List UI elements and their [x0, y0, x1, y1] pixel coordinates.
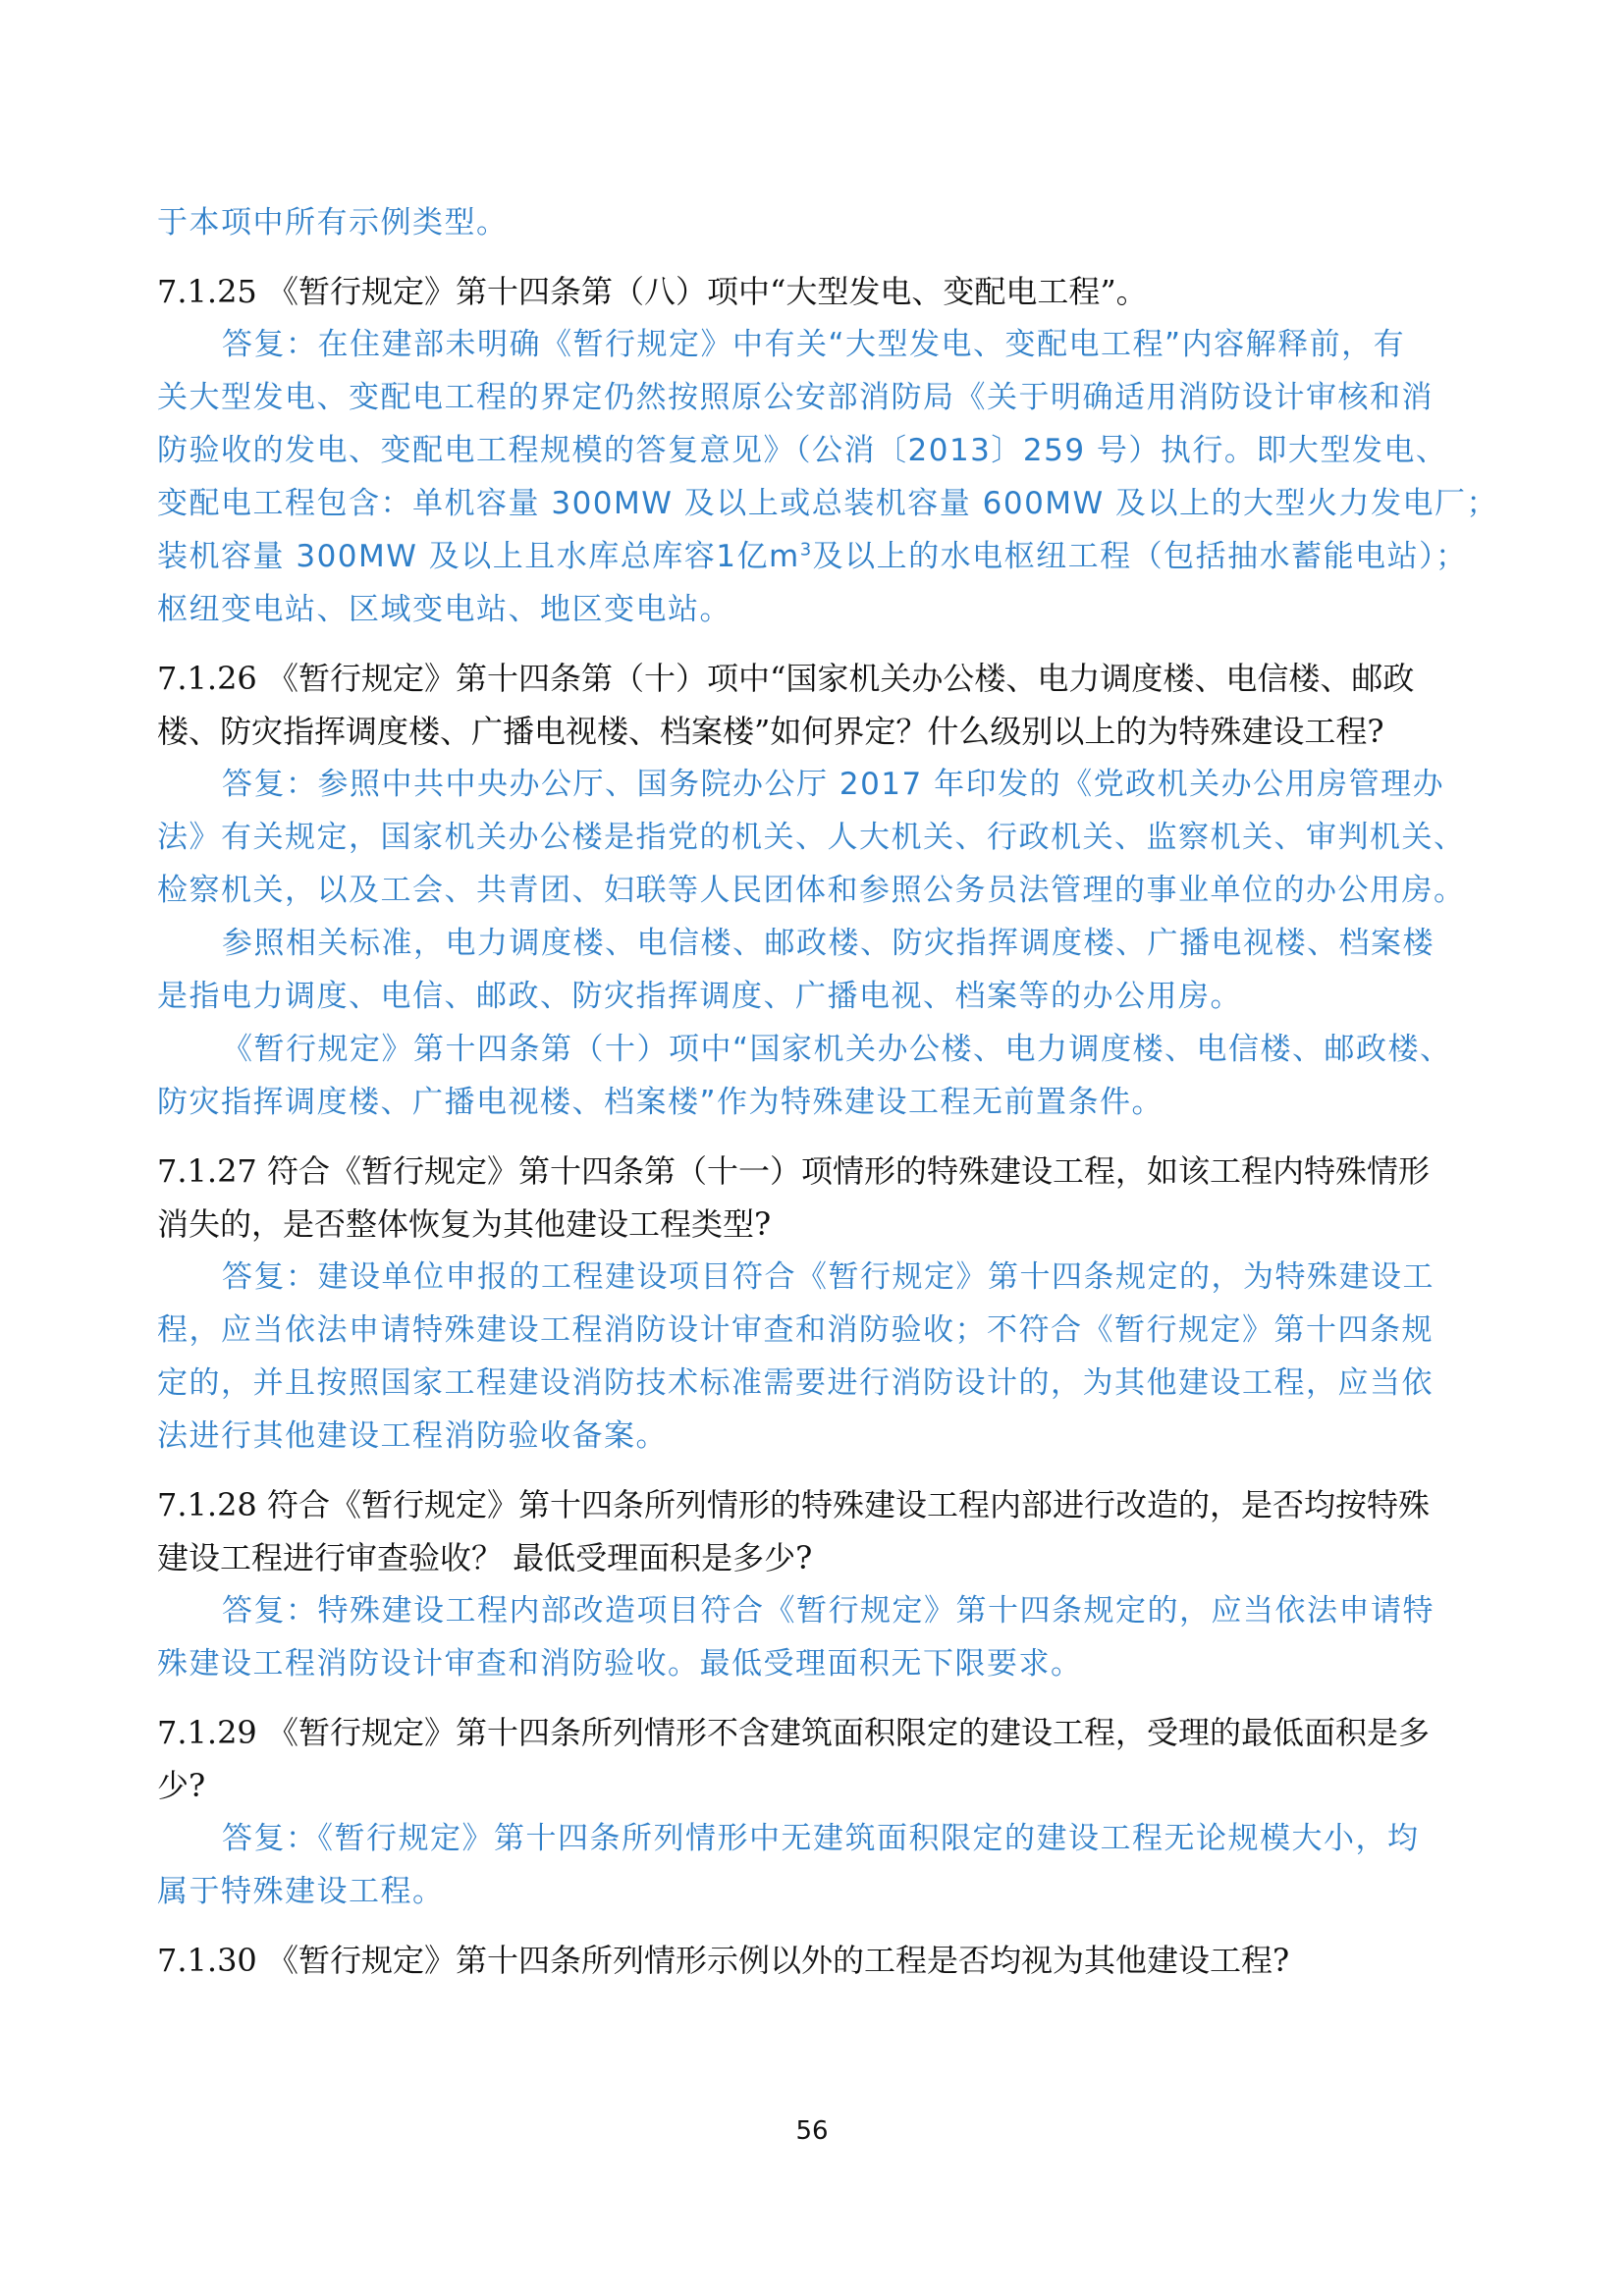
question-7-1-27: 7.1.27 符合《暂行规定》第十四条第（十一）项情形的特殊建设工程，如该工程内特殊情形: [157, 1152, 1430, 1190]
answer-line: 答复：《暂行规定》第十四条所列情形中无建筑面积限定的建设工程无论规模大小，均: [222, 1821, 1420, 1856]
answer-line: 参照相关标准，电力调度楼、电信楼、邮政楼、防灾指挥调度楼、广播电视楼、档案楼: [222, 926, 1435, 961]
question-7-1-26: 7.1.26 《暂行规定》第十四条第（十）项中“国家机关办公楼、电力调度楼、电信楼、邮政: [157, 660, 1415, 697]
answer-line: 关大型发电、变配电工程的界定仍然按照原公安部消防局《关于明确适用消防设计审核和消: [157, 380, 1434, 415]
answer-line: 属于特殊建设工程。: [157, 1874, 445, 1909]
question-7-1-25: 7.1.25 《暂行规定》第十四条第（八）项中“大型发电、变配电工程”。: [157, 273, 1148, 310]
answer-line: 定的，并且按照国家工程建设消防技术标准需要进行消防设计的，为其他建设工程，应当依: [157, 1365, 1434, 1401]
answer-line: 法》有关规定，国家机关办公楼是指党的机关、人大机关、行政机关、监察机关、审判机关、: [157, 820, 1466, 855]
question-7-1-29: 7.1.29 《暂行规定》第十四条所列情形不含建筑面积限定的建设工程，受理的最低面积是多: [157, 1714, 1430, 1751]
answer-line: 枢纽变电站、区域变电站、地区变电站。: [157, 592, 731, 627]
answer-line: [157, 530, 1483, 583]
answer-line: 于本项中所有示例类型。: [157, 205, 509, 240]
question-7-1-28: 7.1.28 符合《暂行规定》第十四条所列情形的特殊建设工程内部进行改造的，是否均按特殊: [157, 1486, 1430, 1523]
question-line: 楼、防灾指挥调度楼、广播电视楼、档案楼”如何界定？什么级别以上的为特殊建设工程?: [157, 713, 1384, 750]
answer-line: 殊建设工程消防设计审查和消防验收。最低受理面积无下限要求。: [157, 1646, 1083, 1682]
superscript: 3: [799, 539, 813, 561]
question-line: 少?: [157, 1767, 206, 1804]
question-7-1-30: 7.1.30 《暂行规定》第十四条所列情形示例以外的工程是否均视为其他建设工程?: [157, 1942, 1290, 1979]
answer-line: 《暂行规定》第十四条第（十）项中“国家机关办公楼、电力调度楼、电信楼、邮政楼、: [222, 1032, 1452, 1067]
answer-line: 是指电力调度、电信、邮政、防灾指挥调度、广播电视、档案等的办公用房。: [157, 979, 1242, 1014]
page-number: 56: [795, 2116, 829, 2146]
answer-line: 答复：在住建部未明确《暂行规定》中有关“大型发电、变配电工程”内容解释前，有: [222, 327, 1406, 362]
answer-text: 及以上的水电枢纽工程（包括抽水蓄能电站）；: [812, 539, 1468, 574]
answer-text: 装机容量 300MW 及以上且水库总库容1亿m: [157, 539, 800, 574]
answer-line: 防灾指挥调度楼、广播电视楼、档案楼”作为特殊建设工程无前置条件。: [157, 1085, 1164, 1120]
answer-line: 答复：建设单位申报的工程建设项目符合《暂行规定》第十四条规定的，为特殊建设工: [222, 1259, 1435, 1295]
answer-line: 检察机关，以及工会、共青团、妇联等人民团体和参照公务员法管理的事业单位的办公用房。: [157, 873, 1466, 908]
answer-line: 法进行其他建设工程消防验收备案。: [157, 1418, 668, 1454]
answer-line: 程，应当依法申请特殊建设工程消防设计审查和消防验收；不符合《暂行规定》第十四条规: [157, 1312, 1434, 1348]
question-line: 建设工程进行审查验收？ 最低受理面积是多少?: [157, 1539, 813, 1576]
question-line: 消失的，是否整体恢复为其他建设工程类型?: [157, 1205, 772, 1243]
answer-line: 答复：参照中共中央办公厅、国务院办公厅 2017 年印发的《党政机关办公用房管理办: [222, 767, 1445, 802]
answer-line: 变配电工程包含：单机容量 300MW 及以上或总装机容量 600MW 及以上的大型火力发电厂；: [157, 486, 1499, 521]
answer-line: 答复：特殊建设工程内部改造项目符合《暂行规定》第十四条规定的，应当依法申请特: [222, 1593, 1435, 1629]
document-body: [157, 196, 1499, 1987]
answer-line: 防验收的发电、变配电工程规模的答复意见》（公消〔2013〕259 号）执行。即大型发电、: [157, 433, 1448, 468]
